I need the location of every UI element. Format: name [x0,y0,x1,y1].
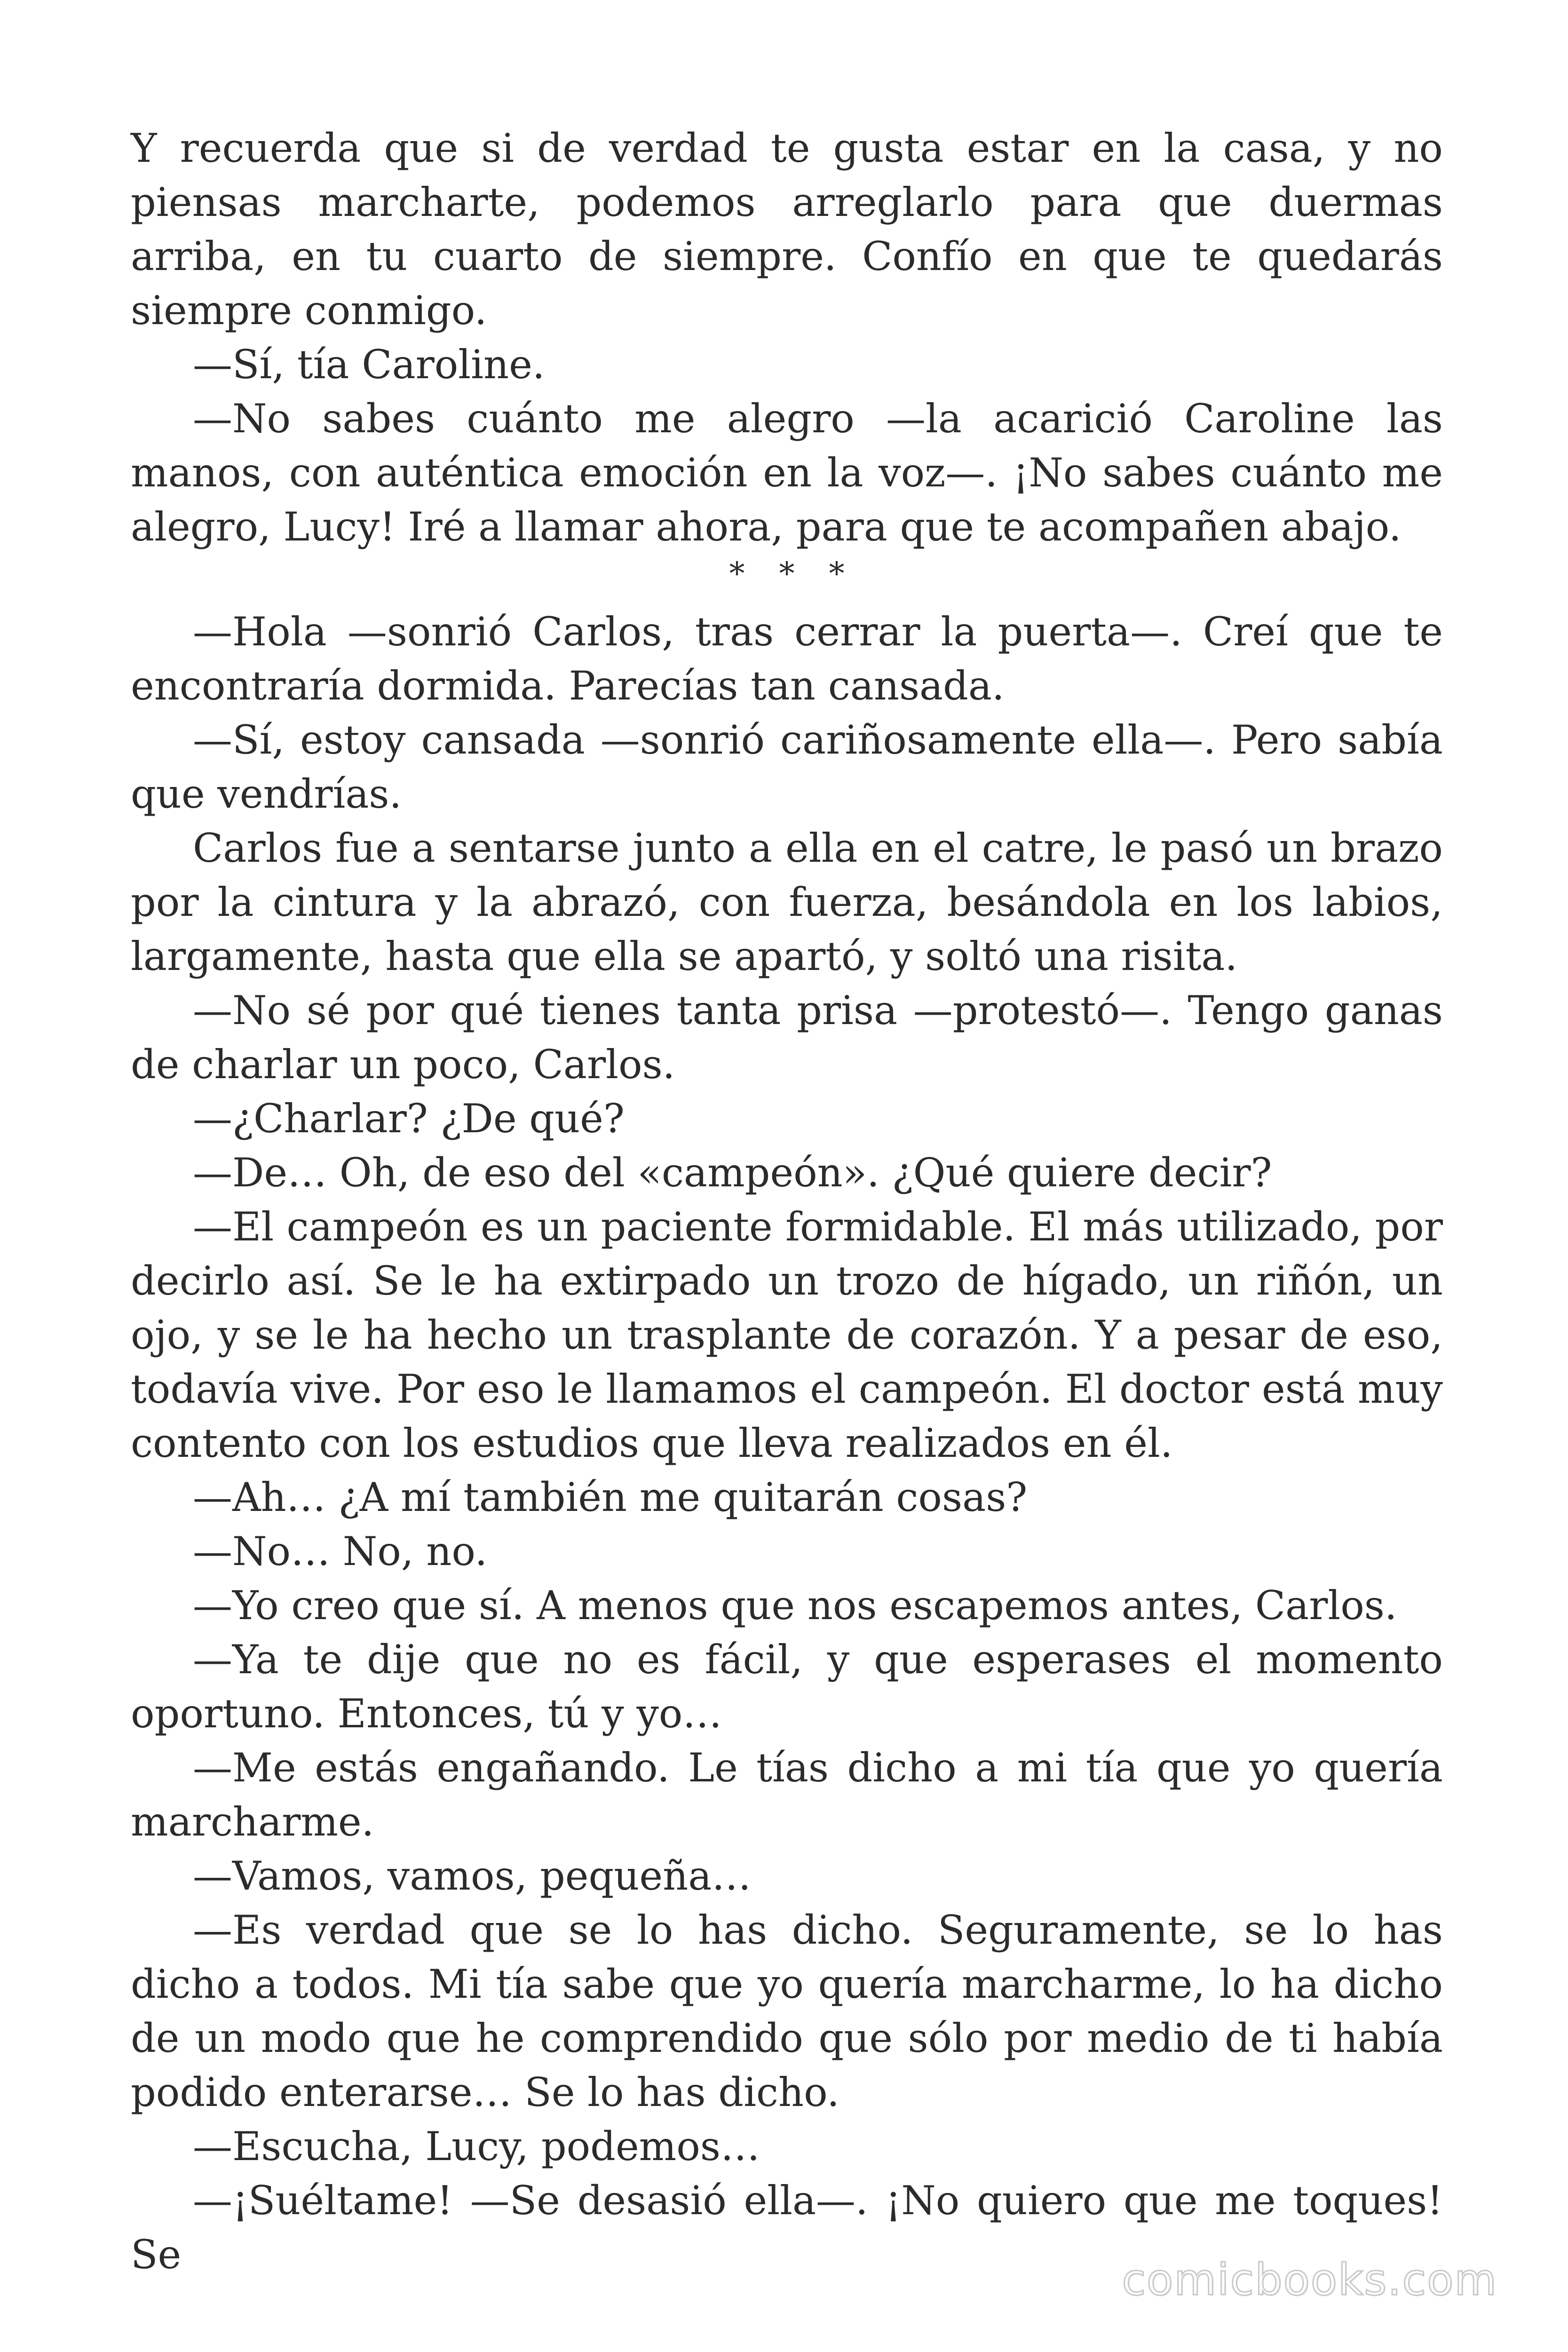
dialogue-paragraph: —No sabes cuánto me alegro —la acarició Caroline las manos, con auténtica emoción en la voz—. ¡No sabes cuánto me alegro, Lucy! Iré a llamar ahora, para que te acompañen abajo. [131,396,1443,550]
paragraph-continued: Y recuerda que si de verdad te gusta estar en la casa, y no piensas marcharte, podemos arreglarlo para que duermas arriba, en tu cuarto de siempre. Confío en que te quedarás siempre conmigo. [131,125,1443,334]
section-separator: * * * [729,556,857,592]
dialogue-paragraph: —Me estás engañando. Le tías dicho a mi tía que yo quería marcharme. [131,1745,1443,1845]
dialogue-paragraph: —Yo creo que sí. A menos que nos escapemos antes, Carlos. [193,1582,1397,1629]
dialogue-paragraph: —De… Oh, de eso del «campeón». ¿Qué quiere decir? [193,1150,1272,1196]
dialogue-paragraph: —Sí, tía Caroline. [193,342,545,388]
dialogue-paragraph: —¿Charlar? ¿De qué? [193,1096,625,1142]
dialogue-paragraph-continues: —¡Suéltame! —Se desasió ella—. ¡No quiero que me toques! Se [131,2177,1443,2278]
book-page [131,121,1443,2282]
dialogue-paragraph: —Vamos, vamos, pequeña… [193,1853,752,1899]
narrative-paragraph: Carlos fue a sentarse junto a ella en el catre, le pasó un brazo por la cintura y la abrazó, con fuerza, besándola en los labios, largamente, hasta que ella se apartó, y soltó una risita. [131,825,1443,979]
watermark: comicbooks.com [1122,2255,1497,2305]
dialogue-paragraph: —Sí, estoy cansada —sonrió cariñosamente ella—. Pero sabía que vendrías. [131,717,1443,817]
dialogue-paragraph: —Ya te dije que no es fácil, y que esperases el momento oportuno. Entonces, tú y yo… [131,1637,1443,1737]
dialogue-paragraph: —Ah… ¿A mí también me quitarán cosas? [193,1474,1028,1520]
dialogue-paragraph: —No sé por qué tienes tanta prisa —protestó—. Tengo ganas de charlar un poco, Carlos. [131,987,1443,1088]
dialogue-paragraph: —No… No, no. [193,1528,488,1574]
dialogue-paragraph: —Escucha, Lucy, podemos… [193,2123,760,2169]
dialogue-paragraph: —Es verdad que se lo has dicho. Seguramente, se lo has dicho a todos. Mi tía sabe que yo quería marcharme, lo ha dicho de un modo que he comprendido que sólo por medio de ti había podido enterarse… Se lo has dicho. [131,1907,1443,2115]
dialogue-paragraph: —El campeón es un paciente formidable. El más utilizado, por decirlo así. Se le ha extirpado un trozo de hígado, un riñón, un ojo, y se le ha hecho un trasplante de corazón. Y a pesar de eso, todavía vive. Por eso le llamamos el campeón. El doctor está muy contento con los estudios que lleva realizados en él. [131,1204,1443,1466]
dialogue-paragraph: —Hola —sonrió Carlos, tras cerrar la puerta—. Creí que te encontraría dormida. Parecías tan cansada. [131,609,1443,709]
